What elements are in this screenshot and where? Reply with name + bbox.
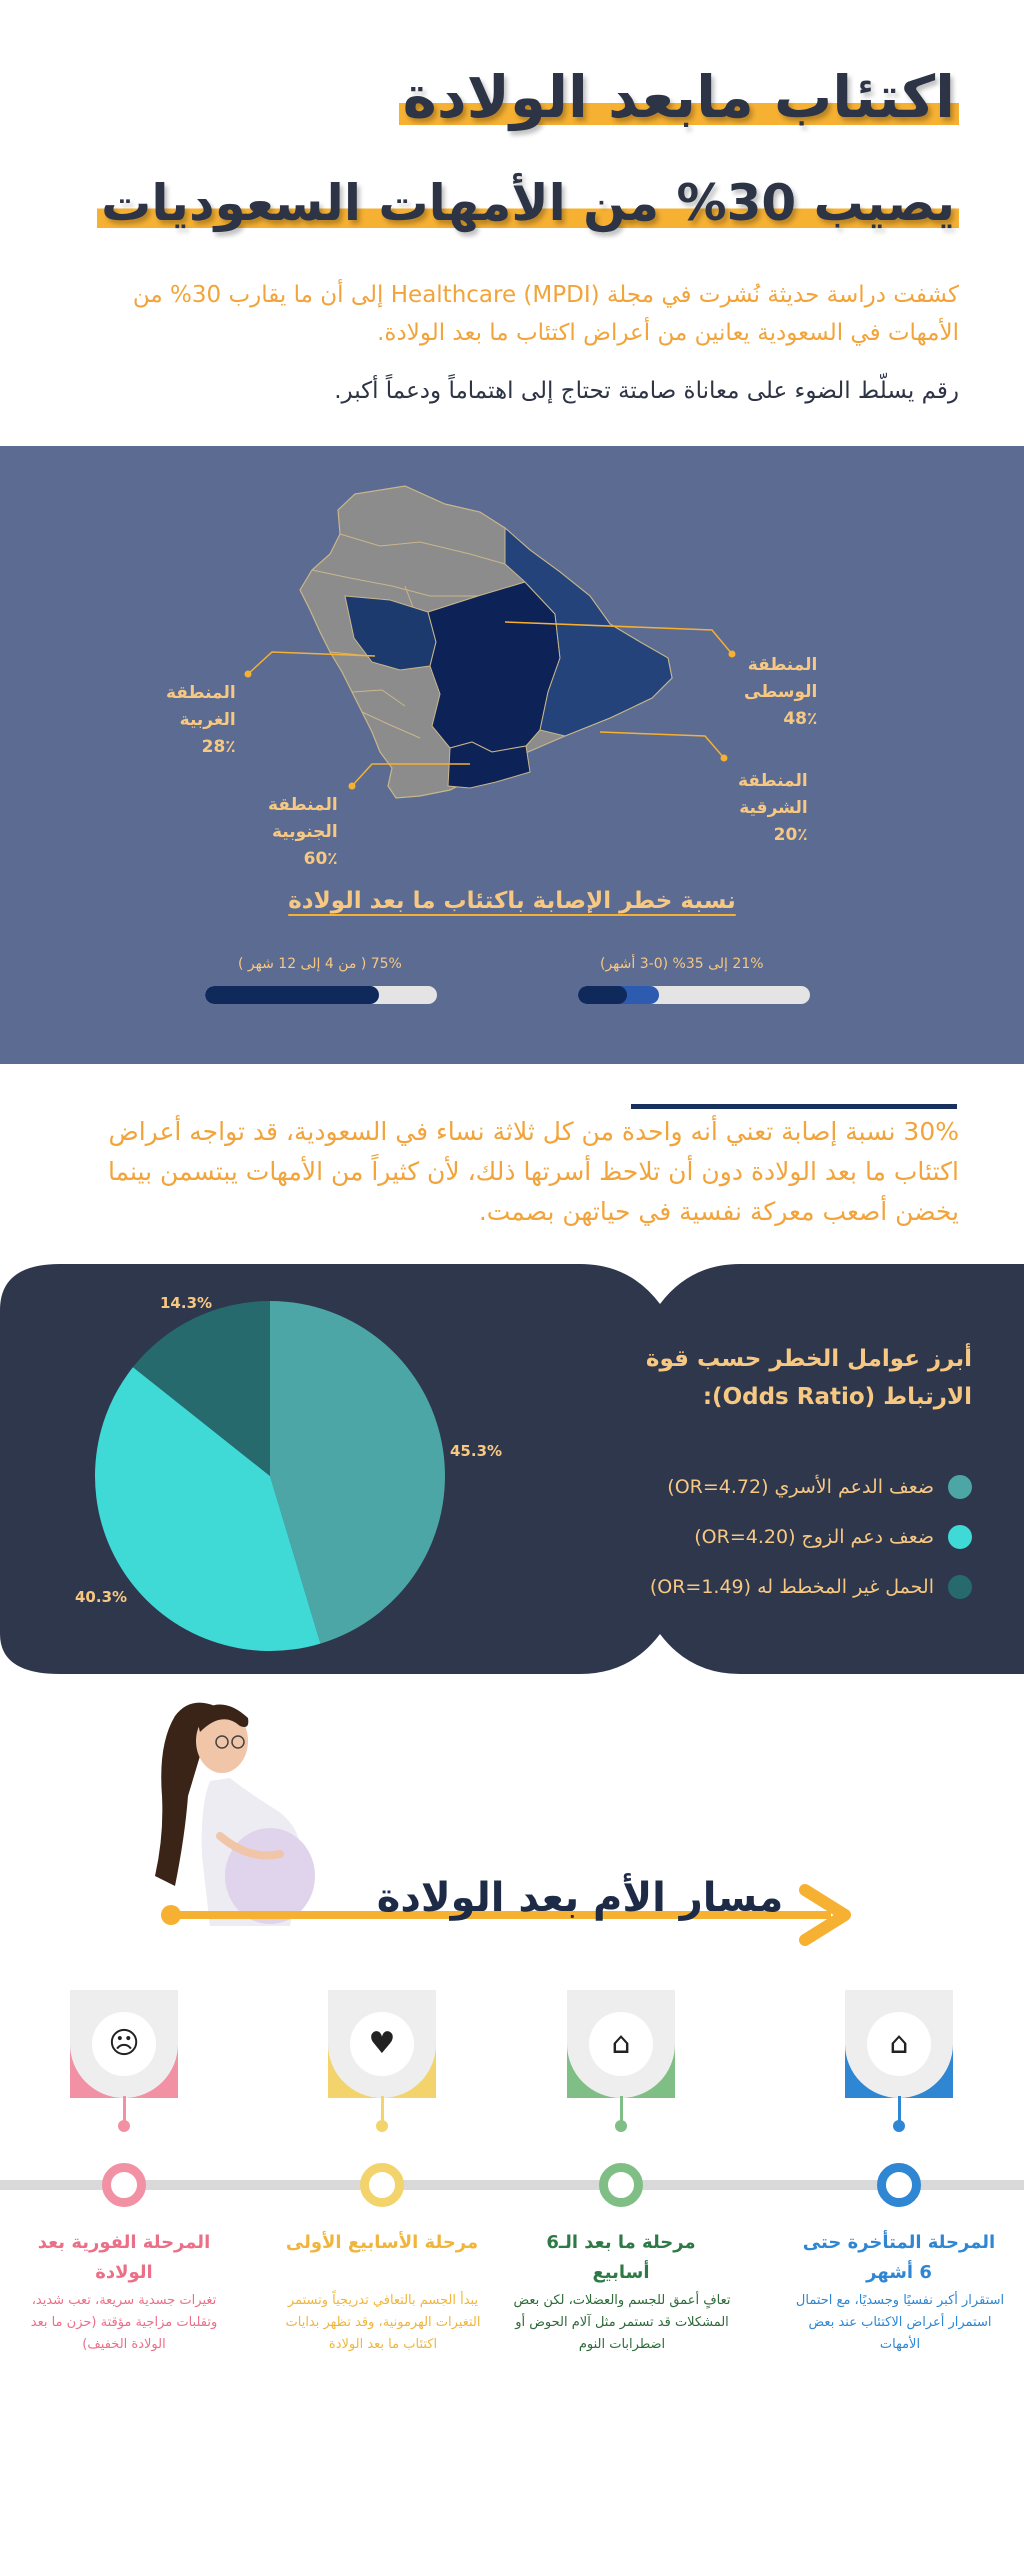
stage-description: تغيرات جسدية سريعة، تعب شديد، وتقلبات مزاجية مؤقتة (حزن ما بعد الولادة الخفيف) xyxy=(30,2293,218,2352)
legend-dot xyxy=(948,1575,972,1599)
main-title: اكتئاب مابعد الولادة xyxy=(399,58,959,136)
pie-label-2: 14.3% xyxy=(160,1294,213,1312)
region-label-southern: المنطقة الجنوبية 60٪ xyxy=(268,795,338,869)
stage-title: مرحلة ما بعد الـ6 أسابيع xyxy=(546,2232,696,2283)
timeline-line xyxy=(0,2180,1024,2190)
stage-marker xyxy=(102,2163,146,2207)
stage-description: يبدأ الجسم بالتعافي تدريجياً وتستمر التغيرات الهرمونية، وقد تظهر بدايات اكتئاب ما بعد الولادة xyxy=(285,2293,481,2352)
stage-icon-box xyxy=(328,1990,436,2098)
progress-bar-late xyxy=(205,986,437,1004)
risk-factors-title: أبرز عوامل الخطر حسب قوة الارتباط (Odds Ratio): xyxy=(645,1346,972,1410)
pie-label-1: 40.3% xyxy=(75,1588,128,1606)
subtitle: يصيب 30% من الأمهات السعوديات xyxy=(97,168,959,238)
stat-paragraph: 30% نسبة إصابة تعني أنه واحدة من كل ثلاثة نساء في السعودية، قد تواجه أعراض اكتئاب ما بعد الولادة دون أن تلاحظ أسرتها ذلك، لأن كثيراً من الأمهات يبتسمن بينما يخضن أصعب معركة نفسية في حياتهن بصمت. xyxy=(107,1117,959,1226)
house-family-icon: ⌂ xyxy=(589,2012,653,2076)
legend-item-unplanned-pregnancy: الحمل غير المخطط له (OR=1.49) xyxy=(650,1572,972,1602)
stage-title: مرحلة الأسابيع الأولى xyxy=(285,2232,479,2253)
progress-bar-early xyxy=(578,986,810,1004)
stage-icon-box xyxy=(567,1990,675,2098)
region-label-eastern: المنطقة الشرقية 20٪ xyxy=(738,771,808,845)
stage-title: المرحلة الفورية بعد الولادة xyxy=(37,2232,211,2283)
stage-description: تعافٍ أعمق للجسم والعضلات، لكن بعض المشكلات قد تستمر مثل آلام الحوض أو اضطرابات النوم xyxy=(513,2293,731,2352)
stage-icon-box xyxy=(845,1990,953,2098)
bar-label-early: 21% إلى 35% (0-3 أشهر) xyxy=(600,956,764,972)
stage-description: استقرار أكبر نفسيًا وجسديًا، مع احتمال استمرار أعراض الاكتئاب عند بعض الأمهات xyxy=(795,2293,1005,2352)
divider-rule xyxy=(631,1104,957,1109)
saudi-map xyxy=(0,446,1024,1064)
legend-dot xyxy=(948,1525,972,1549)
region-label-central: المنطقة الوسطى 48٪ xyxy=(744,655,818,729)
legend-dot xyxy=(948,1475,972,1499)
stressed-person-icon: ☹ xyxy=(92,2012,156,2076)
regional-map-section xyxy=(0,446,1024,1064)
pie-chart xyxy=(0,1254,1024,1684)
legend-item-husband-support: ضعف دعم الزوج (OR=4.20) xyxy=(694,1522,972,1552)
legend-item-family-support: ضعف الدعم الأسري (OR=4.72) xyxy=(667,1472,972,1502)
bar-label-late: 75% ( من 4 إلى 12 شهر ) xyxy=(238,956,402,972)
pie-label-0: 45.3% xyxy=(450,1442,503,1460)
intro-paragraph: كشفت دراسة حديثة نُشرت في مجلة Healthcare (MPDI) إلى أن ما يقارب 30% من الأمهات في السعودية يعانين من أعراض اكتئاب ما بعد الولادة. xyxy=(132,282,959,346)
stage-icon-box xyxy=(70,1990,178,2098)
region-central xyxy=(428,582,560,752)
progress-fill-late xyxy=(205,986,379,1004)
stage-title: المرحلة المتأخرة حتى 6 أشهر xyxy=(802,2232,996,2283)
stage-marker xyxy=(599,2163,643,2207)
journey-title: مسار الأم بعد الولادة xyxy=(376,1875,784,1921)
risk-title: نسبة خطر الإصابة باكتئاب ما بعد الولادة xyxy=(288,888,736,914)
risk-factors-section xyxy=(0,1254,1024,1684)
stage-marker xyxy=(360,2163,404,2207)
intro-note: رقم يسلّط الضوء على معاناة صامتة تحتاج إلى اهتماماً ودعماً أكبر. xyxy=(334,378,959,404)
region-label-western: المنطقة الغربية 28٪ xyxy=(166,683,236,757)
house-family-icon: ⌂ xyxy=(867,2012,931,2076)
progress-fill-early-inner xyxy=(578,986,627,1004)
hands-heart-icon: ♥ xyxy=(350,2012,414,2076)
stage-marker xyxy=(877,2163,921,2207)
